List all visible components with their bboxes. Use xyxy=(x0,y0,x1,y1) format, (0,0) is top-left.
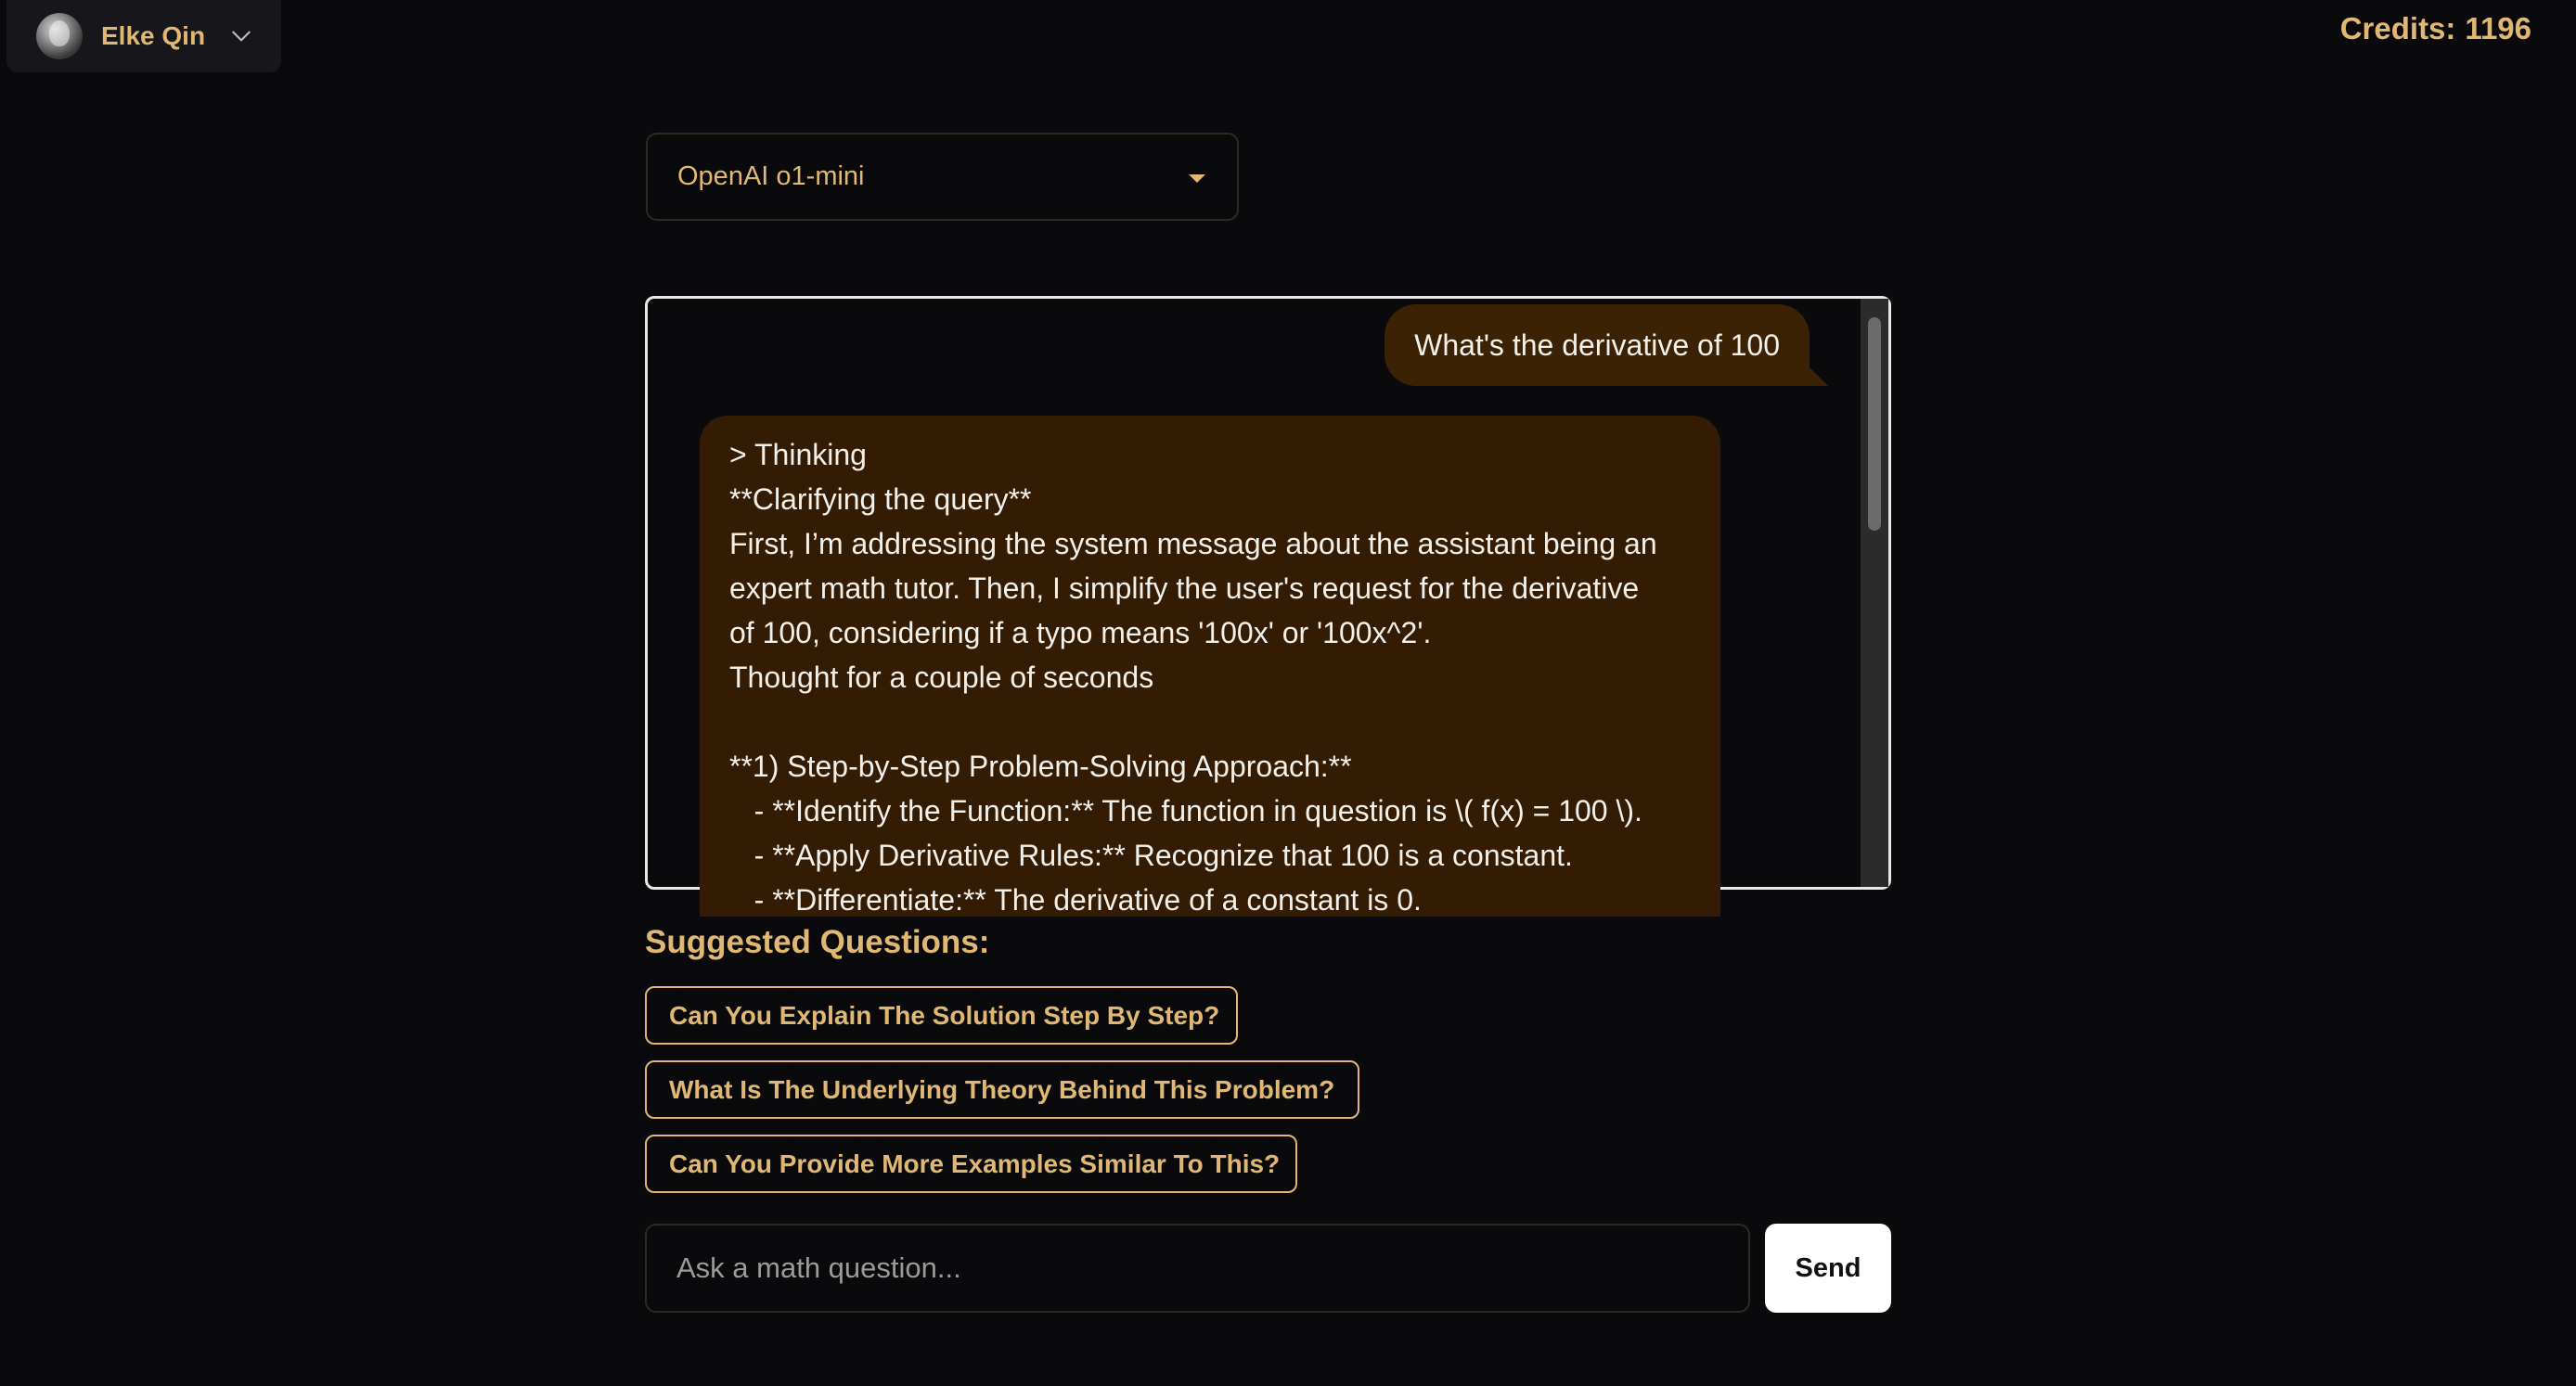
send-button[interactable]: Send xyxy=(1765,1224,1891,1313)
assistant-line: **1) Step-by-Step Problem-Solving Approach:** xyxy=(729,750,1352,783)
suggested-questions-title: Suggested Questions: xyxy=(645,924,990,960)
assistant-line: of 100, considering if a typo means '100x' or '100x^2'. xyxy=(729,616,1432,649)
suggested-question-button[interactable]: What Is The Underlying Theory Behind This Problem? xyxy=(645,1060,1359,1119)
assistant-line: First, I’m addressing the system message about the assistant being an xyxy=(729,527,1657,560)
chevron-down-icon[interactable] xyxy=(229,24,253,48)
chat-scrollbar[interactable] xyxy=(1861,299,1888,887)
assistant-line: expert math tutor. Then, I simplify the user's request for the derivative xyxy=(729,571,1640,605)
assistant-line: > Thinking xyxy=(729,438,867,471)
assistant-message-bubble xyxy=(700,416,1720,917)
credits-label: Credits: xyxy=(2339,11,2456,45)
user-name: Elke Qin xyxy=(101,21,206,50)
assistant-line: - **Identify the Function:** The function in question is \( f(x) = 100 \). xyxy=(729,794,1642,828)
avatar xyxy=(36,13,83,59)
user-message-bubble xyxy=(1385,304,1810,386)
model-select[interactable] xyxy=(646,133,1239,221)
assistant-line xyxy=(729,699,1691,744)
assistant-line: - **Apply Derivative Rules:** Recognize that 100 is a constant. xyxy=(729,839,1573,872)
assistant-line: **Clarifying the query** xyxy=(729,482,1032,516)
caret-down-icon xyxy=(1189,174,1205,183)
model-select-value: OpenAI o1-mini xyxy=(677,161,865,191)
user-message-text: What's the derivative of 100 xyxy=(1414,327,1780,362)
user-menu[interactable] xyxy=(6,0,281,72)
credits-display xyxy=(2340,11,2531,46)
chat-window[interactable] xyxy=(645,296,1891,917)
suggested-question-button[interactable]: Can You Explain The Solution Step By Step? xyxy=(645,986,1238,1045)
chat-scrollbar-thumb[interactable] xyxy=(1868,317,1881,531)
suggested-question-button[interactable]: Can You Provide More Examples Similar To This? xyxy=(645,1135,1297,1193)
credits-value: 1196 xyxy=(2465,11,2531,45)
assistant-line: - **Differentiate:** The derivative of a constant is 0. xyxy=(729,883,1422,917)
question-input[interactable] xyxy=(645,1224,1750,1313)
assistant-line: Thought for a couple of seconds xyxy=(729,661,1154,694)
